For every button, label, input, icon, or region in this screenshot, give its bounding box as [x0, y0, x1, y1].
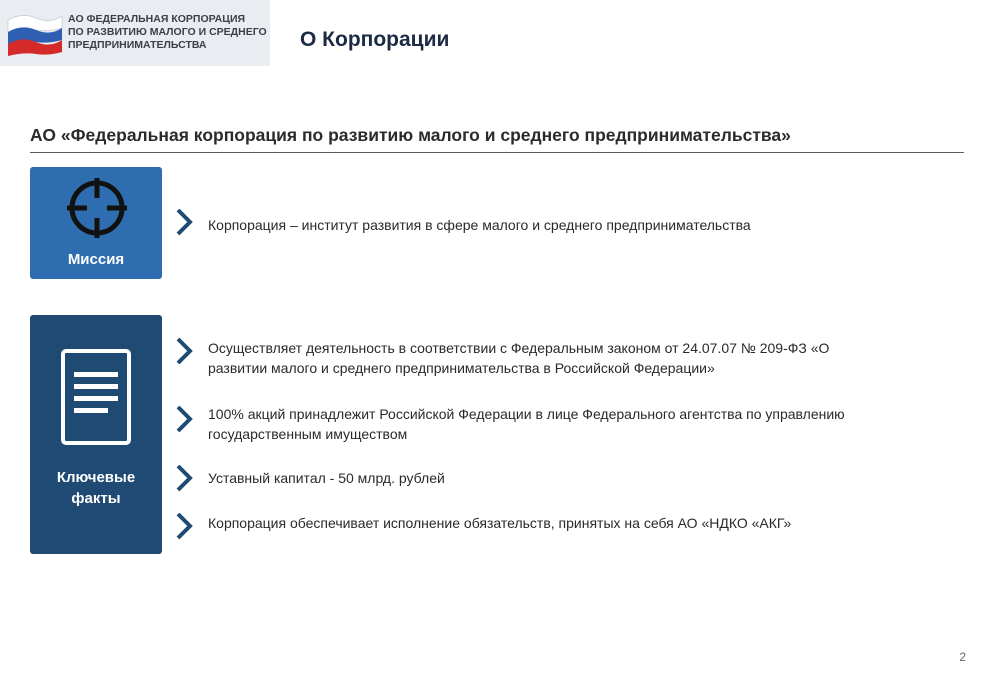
fact-text: [208, 404, 968, 444]
page-number: 2: [959, 650, 966, 664]
key-facts-card: [30, 315, 162, 554]
key-facts-label-line-2: факты: [71, 490, 121, 507]
chevron-right-icon: [174, 404, 194, 434]
fact-text: [208, 338, 968, 378]
document-icon: [60, 348, 132, 446]
fact-text-line-1: Осуществляет деятельность в соответствии с Федеральным законом от 24.07.07 № 209-ФЗ «О: [208, 340, 830, 356]
fact-text-line-2: государственным имуществом: [208, 426, 408, 442]
mission-text: Корпорация – институт развития в сфере малого и среднего предпринимательства: [208, 217, 751, 233]
crosshair-icon: [67, 178, 127, 238]
logo: [0, 0, 270, 66]
divider: [30, 152, 964, 153]
chevron-right-icon: [174, 207, 194, 237]
fact-text-line-1: 100% акций принадлежит Российской Федерации в лице Федерального агентства по управлению: [208, 406, 845, 422]
logo-text: [68, 13, 268, 52]
key-facts-label: [30, 467, 162, 509]
page-title: О Корпорации: [300, 28, 450, 51]
chevron-right-icon: [174, 463, 194, 493]
fact-text: Уставный капитал - 50 млрд. рублей: [208, 470, 445, 486]
fact-text-line-2: развитии малого и среднего предпринимательства в Российской Федерации»: [208, 360, 715, 376]
chevron-right-icon: [174, 511, 194, 541]
fact-text: Корпорация обеспечивает исполнение обязательств, принятых на себя АО «НДКО «АКГ»: [208, 515, 792, 531]
logo-line-1: АО ФЕДЕРАЛЬНАЯ КОРПОРАЦИЯ: [68, 13, 246, 25]
section-subtitle: АО «Федеральная корпорация по развитию малого и среднего предпринимательства»: [30, 125, 791, 145]
mission-card: [30, 167, 162, 279]
key-facts-label-line-1: Ключевые: [56, 469, 136, 486]
mission-label: Миссия: [67, 251, 125, 268]
chevron-right-icon: [174, 336, 194, 366]
russian-flag-icon: [6, 10, 64, 56]
logo-line-3: ПРЕДПРИНИМАТЕЛЬСТВА: [68, 39, 207, 51]
logo-line-2: ПО РАЗВИТИЮ МАЛОГО И СРЕДНЕГО: [68, 26, 267, 38]
